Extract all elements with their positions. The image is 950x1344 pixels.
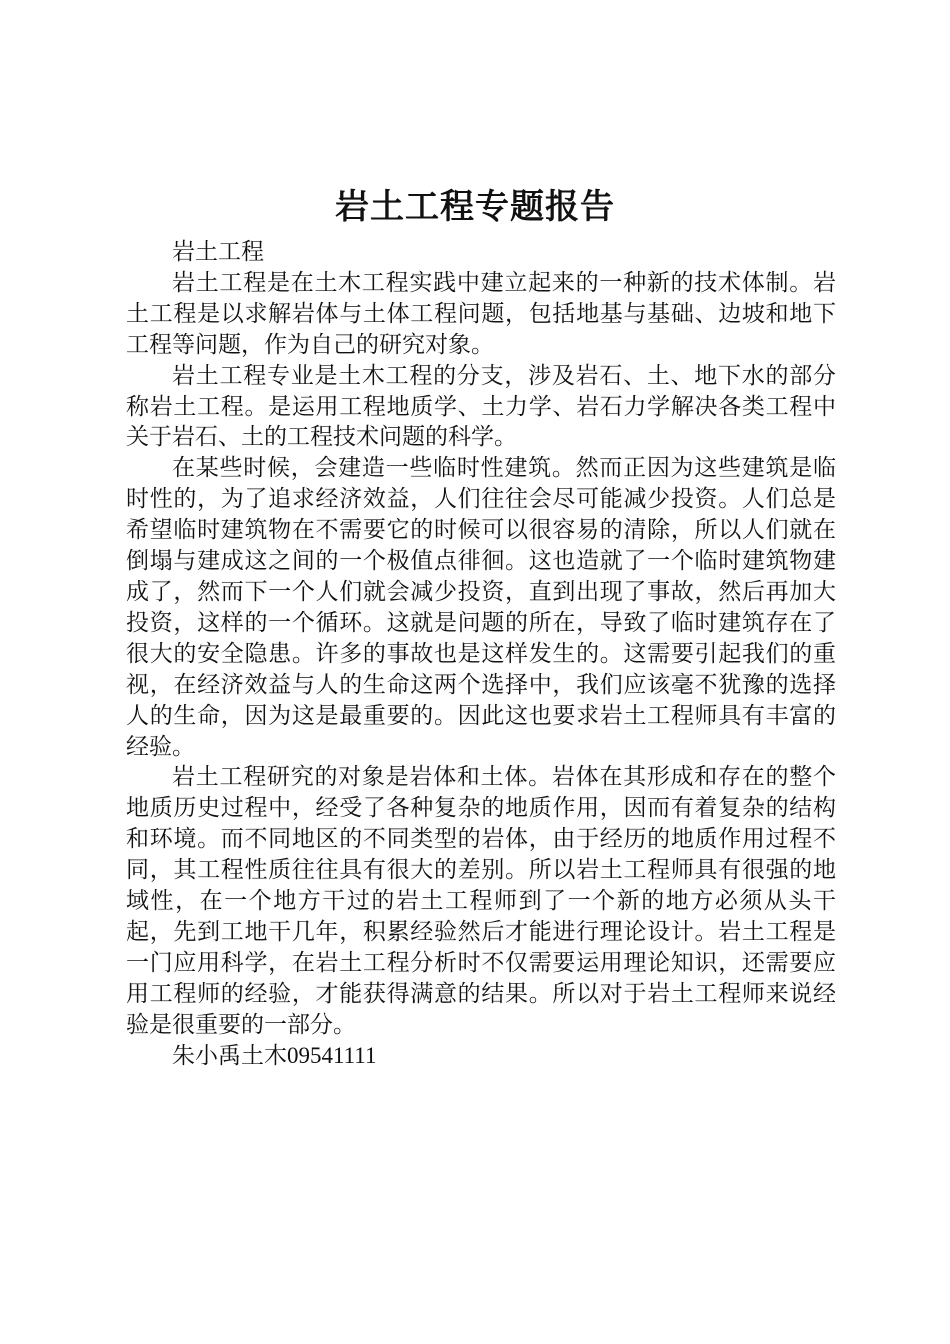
- author-signature: 朱小禹土木09541111: [172, 1042, 377, 1068]
- document-title: 岩土工程专题报告: [335, 187, 615, 227]
- paragraph-3: 在某些时候，会建造一些临时性建筑。然而正因为这些建筑是临时性的，为了追求经济效益，人们往往会尽可能减少投资。人们总是希望临时建筑物在不需要它的时候可以很容易的清除，所以人们就在倒塌与建成这之间的一个极值点徘徊。这也造就了一个临时建筑物建成了，然而下一个人们就会减少投资，直到出现了事故，然后再加大投资，这样的一个循环。这就是问题的所在，导致了临时建筑存在了很大的安全隐患。许多的事故也是这样发生的。这需要引起我们的重视，在经济效益与人的生命这两个选择中，我们应该毫不犹豫的选择人的生命，因为这是最重要的。因此这也要求岩土工程师具有丰富的经验。: [126, 455, 836, 760]
- paragraph-1: 岩土工程是在土木工程实践中建立起来的一种新的技术体制。岩土工程是以求解岩体与土体工程问题，包括地基与基础、边坡和地下工程等问题，作为自己的研究对象。: [126, 269, 836, 358]
- paragraph-2: 岩土工程专业是土木工程的分支，涉及岩石、土、地下水的部分称岩土工程。是运用工程地质学、土力学、岩石力学解决各类工程中关于岩石、土的工程技术问题的科学。: [126, 362, 836, 451]
- paragraph-4: 岩土工程研究的对象是岩体和土体。岩体在其形成和存在的整个地质历史过程中，经受了各种复杂的地质作用，因而有着复杂的结构和环境。而不同地区的不同类型的岩体，由于经历的地质作用过程不同，其工程性质往往具有很大的差别。所以岩土工程师具有很强的地域性，在一个地方干过的岩土工程师到了一个新的地方必须从头干起，先到工地干几年，积累经验然后才能进行理论设计。岩土工程是一门应用科学，在岩土工程分析时不仅需要运用理论知识，还需要应用工程师的经验，才能获得满意的结果。所以对于岩土工程师来说经验是很重要的一部分。: [126, 764, 836, 1038]
- document-body: [126, 237, 836, 1071]
- subtitle-line: 岩土工程: [172, 239, 264, 265]
